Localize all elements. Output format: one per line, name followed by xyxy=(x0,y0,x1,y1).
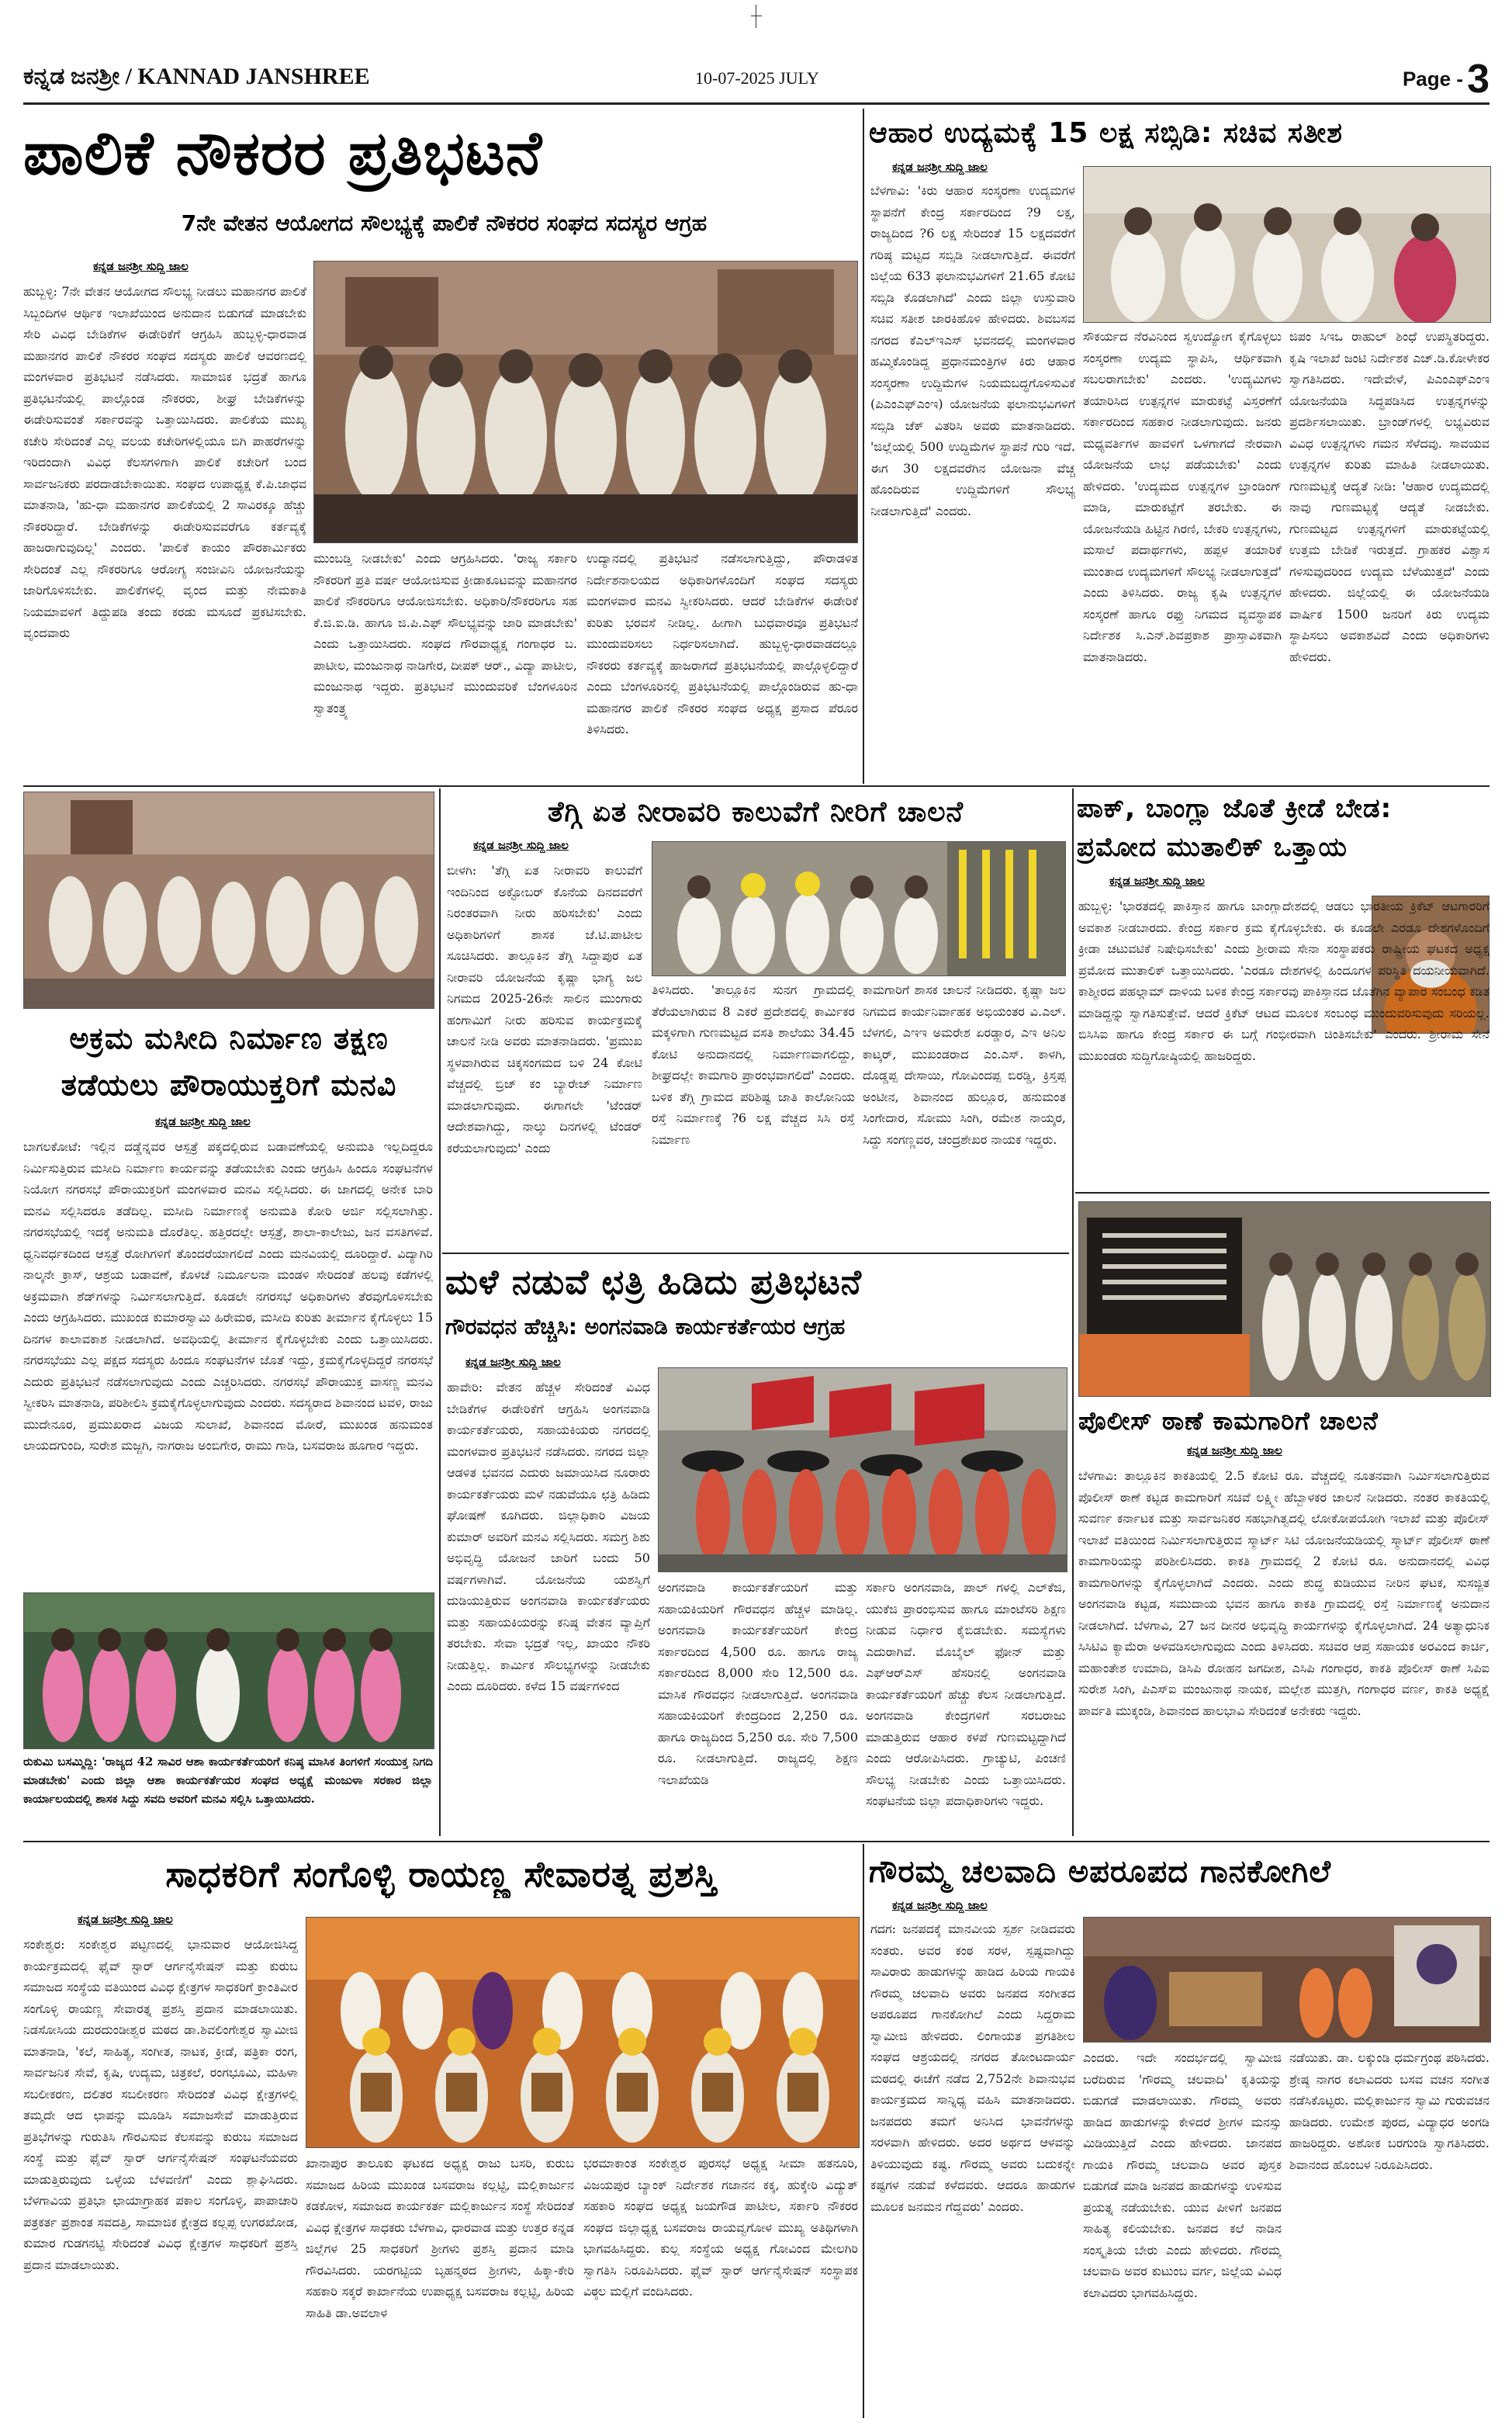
page-label: Page - xyxy=(1402,67,1463,91)
teggi-col2: ತಿಳಿಸಿದರು. 'ತಾಲ್ಲೂಕಿನ ಸುನಗ ಗ್ರಾಮದಲ್ಲಿ ತೆರೆಯಲಾಗಿರುವ 8 ಎಕರೆ ಪ್ರದೇಶದಲ್ಲಿ ಕಾರ್ಮಿಕರ ಮಕ್ಕಳಿಗಾಗಿ ಗುಣಮಟ್ಟದ ವಸತಿ ಶಾಲೆಯು 34.45 ಕೋಟಿ ಅನುದಾನದಲ್ಲಿ ನಿರ್ಮಾಣವಾಗಲಿದ್ದು, ಶೀಘ್ರದಲ್ಲೇ ಕಾಮಗಾರಿ ಪ್ರಾರಂಭವಾಗಲಿದೆ' ಎಂದರು. ಬಳಿಕ ತೆಗ್ಗಿ ಗ್ರಾಮದ ಪರಿಶಿಷ್ಟ ಜಾತಿ ಕಾಲೋನಿಯ ರಸ್ತೆ ನಿರ್ಮಾಣಕ್ಕೆ ?6 ಲಕ್ಷ ವೆಚ್ಚದ ಸಿಸಿ ರಸ್ತೆ ನಿರ್ಮಾಣ xyxy=(652,982,855,1147)
masjid-photo xyxy=(23,792,434,1009)
teggi-col1: ಬೀಳಗಿ: 'ತೆಗ್ಗಿ ಏತ ನೀರಾವರಿ ಕಾಲುವೆಗೆ ಇಂದಿನಿಂದ ಅಕ್ಟೋಬರ್ ಕೊನೆಯ ದಿನದವರೆಗೆ ನಿರಂತರವಾಗಿ ನೀರು ಹರಿಸಬೇಕು' ಎಂದು ಅಧಿಕಾರಿಗಳಿಗೆ ಶಾಸಕ ಜೆ.ಟಿ.ಪಾಟೀಲ ಸೂಚಿಸಿದರು. ತಾಲ್ಲೂಕಿನ ತೆಗ್ಗಿ ಸಿದ್ದಾಪುರ ಏತ ನೀರಾವರಿ ಯೋಜನೆಯ ಕೃಷ್ಣಾ ಭಾಗ್ಯ ಜಲ ನಿಗಮದ 2025-26ನೇ ಸಾಲಿನ ಮುಂಗಾರು ಹಂಗಾಮಿಗೆ ನೀರು ಹರಿಸುವ ಕಾರ್ಯಕ್ರಮಕ್ಕೆ ಚಾಲನೆ ನೀಡಿ ಅವರು ಮಾತನಾಡಿದರು. 'ಪ್ರಮುಖ ಸ್ಥಳವಾಗಿರುವ ಚಿಕ್ಕಸಂಗಮದ ಬಳಿ 24 ಕೋಟಿ ವೆಚ್ಚದಲ್ಲಿ ಬ್ರಿಜ್ ಕಂ ಬ್ಯಾರೇಜ್ ನಿರ್ಮಾಣ ಮಾಡಲಾಗುವುದು. ಈಗಾಗಲೇ 'ಟೆಂಡರ್ ಆದೇಶವಾಗಿದ್ದು, ನಾಲ್ಕು ದಿನಗಳಲ್ಲಿ ಟೆಂಡರ್ ಕರೆಯಲಾಗುವುದು' ಎಂದು xyxy=(447,863,642,1156)
gauramma-col3: ನಡೆಯಿತು. ಡಾ. ಲಕ್ಕುಂಡಿ ಧರ್ಮಗ್ರಂಥ ಪಠಿಸಿದರು. ಶ್ರೇಷ್ಠ ನಾಗರ ಕಲಾವಿದರು ಬಸವ ವಚನ ಸಂಗೀತ ನಡೆಸಿಕೊಟ್ಟರು. ಮಲ್ಲಿಕಾರ್ಜುನ ಸ್ವಾಮಿ ಗುರುವಚನ ಹಾಡಿದರು. ಉಮೇಶ ಪುರದ, ವಿದ್ಯಾಧರ ಅಂಗಡಿ ಹಾಜರಿದ್ದರು. ಅಶೋಕ ಬರಗುಂಡಿ ಸ್ವಾಗತಿಸಿದರು. ಶಿವಾನಂದ ಹೊಂಬಳ ನಿರೂಪಿಸಿದರು. xyxy=(1289,2050,1490,2172)
palike-col3: ಉದ್ಯಾನದಲ್ಲಿ ಪ್ರತಿಭಟನೆ ನಡೆಸಲಾಗುತ್ತಿದ್ದು, ಪೌರಾಡಳಿತ ನಿರ್ದೇಶನಾಲಯದ ಅಧಿಕಾರಿಗಳೊಂದಿಗೆ ಸಂಘದ ಸದಸ್ಯರು ಮಂಗಳವಾರ ಮನವಿ ಸ್ವೀಕರಿಸಿದರು. ಆದರೆ ಬೇಡಿಕೆಗಳ ಈಡೇರಿಕೆ ಕುರಿತು ಭರವಸೆ ನೀಡಿಲ್ಲ. ಹೀಗಾಗಿ ಬುಧವಾರವೂ ಪ್ರತಿಭಟನೆ ಮುಂದುವರಿಸಲು ನಿರ್ಧರಿಸಲಾಗಿದೆ. ಹುಬ್ಬಳ್ಳಿ-ಧಾರವಾಡದಲ್ಲೂ ನೌಕರರು ಕರ್ತವ್ಯಕ್ಕೆ ಹಾಜರಾಗದೆ ಪ್ರತಿಭಟನೆಯಲ್ಲಿ ಪಾಲ್ಗೊಳ್ಳಲಿದ್ದಾರೆ ಎಂದು ಬೆಂಗಳೂರಿನಲ್ಲಿ ಪ್ರತಿಭಟನೆಯಲ್ಲಿ ಪಾಲ್ಗೊಂಡಿರುವ ಹು-ಧಾ ಮಹಾನಗರ ಪಾಲಿಕೆ ನೌಕರರ ಸಂಘದ ಅಧ್ಯಕ್ಷ ಪ್ರಸಾದ ಪೆರೂರ ತಿಳಿಸಿದರು. xyxy=(586,551,858,736)
teggi-col3: ಕಾಮಗಾರಿಗೆ ಶಾಸಕ ಚಾಲನೆ ನೀಡಿದರು. ಕೃಷ್ಣಾ ಜಲ ನಿಗಮದ ಕಾರ್ಯನಿರ್ವಾಹಕ ಅಭಿಯಂತರ ವಿ.ಎಲ್. ಬೆಳಗಲಿ, ಎಇಇ ಅಮರೇಶ ಏರಡ್ಡಾರ, ಎಇ ಅನಿಲ ಕಾಟ್ಕರ್, ಮುಖಂಡರಾದ ಎಂ.ಎಸ್. ಕಾಳಗಿ, ದೊಡ್ಡಪ್ಪ ದೇಸಾಯಿ, ಗೋವಿಂದಪ್ಪ ಬಿರಡ್ಡಿ, ಕ್ರಿಸ್ತಪ್ಪ ಅಂಟೀನ, ಶಿವಾನಂದ ಹುಲ್ಲೂರ, ಹನುಮಂತ ಸಿಂಗೇದಾರ, ಸೋಮು ಸಿಂಗಿ, ರಮೇಶ ನಾಯ್ಕರ, ಸಿದ್ದು ಸಂಗಣ್ಣವರ, ಚಂದ್ರಶೇಖರ ನಾಯಕ ಇದ್ದರು. xyxy=(863,982,1066,1147)
gauramma-photo xyxy=(1083,1917,1491,2043)
section-rule xyxy=(1075,1192,1490,1194)
sangolli-award-photo xyxy=(306,1917,860,2148)
subsidy-col2: ಸೌಕರ್ಯದ ನೆರವಿನಿಂದ ಸ್ವಉದ್ಯೋಗ ಕೈಗೊಳ್ಳಲು ಸಂಸ್ಕರಣಾ ಉದ್ಯಮ ಸ್ಥಾಪಿಸಿ, ಆರ್ಥಿಕವಾಗಿ ಸಬಲರಾಗಬೇಕು' ಎಂದರು. 'ಉದ್ಯಮಿಗಳು ತಯಾರಿಸಿದ ಉತ್ಪನ್ನಗಳ ಮಾರುಕಟ್ಟೆ ವಿಸ್ತರಣೆಗೆ ಸರ್ಕಾರದಿಂದ ಸಹಕಾರ ನೀಡಲಾಗುವುದು. ಜನರು ಮಧ್ಯವರ್ತಿಗಳ ಹಾವಳಿಗೆ ಒಳಗಾಗದೆ ನೇರವಾಗಿ ಯೋಜನೆಯ ಲಾಭ ಪಡೆಯಬೇಕು' ಎಂದು ಹೇಳಿದರು. 'ಉದ್ಯಮದ ಉತ್ಪನ್ನಗಳ ಬ್ರಾಂಡಿಂಗ್ ಮಾಡಿ, ಮಾರುಕಟ್ಟೆಗೆ ತರಬೇಕು. ಈ ಯೋಜನೆಯಡಿ ಹಿಟ್ಟಿನ ಗಿರಣಿ, ಬೇಕರಿ ಉತ್ಪನ್ನಗಳು, ಮಸಾಲೆ ಪದಾರ್ಥಗಳು, ಹಪ್ಪಳ ತಯಾರಿಕೆ ಮುಂತಾದ ಉದ್ಯಮಗಳಿಗೆ ಸೌಲಭ್ಯ ನೀಡಲಾಗುತ್ತದೆ' ಎಂದು ತಿಳಿಸಿದರು. ರಾಜ್ಯ ಕೃಷಿ ಉತ್ಪನ್ನಗಳ ಸಂಸ್ಕರಣೆ ಹಾಗೂ ರಫ್ತು ನಿಗಮದ ವ್ಯವಸ್ಥಾಪಕ ನಿರ್ದೇಶಕ ಸಿ.ಎನ್.ಶಿವಪ್ರಕಾಶ ಪ್ರಾಸ್ತಾವಿಕವಾಗಿ ಮಾತನಾಡಿದರು. xyxy=(1083,329,1282,664)
rain-subhead: ಗೌರವಧನ ಹೆಚ್ಚಿಸಿ: ಅಂಗನವಾಡಿ ಕಾರ್ಯಕರ್ತೆಯರ ಆಗ್ರಹ xyxy=(445,1314,846,1339)
column-rule xyxy=(439,788,441,1836)
gauramma-headline: ಗೌರಮ್ಮ ಚಲವಾದಿ ಅಪರೂಪದ ಗಾನಕೋಗಿಲೆ xyxy=(869,1854,1332,1890)
rain-byline: ಕನ್ನಡ ಜನಶ್ರೀ ಸುದ್ದಿ ಜಾಲ xyxy=(465,1355,561,1369)
crop-mark xyxy=(751,5,762,28)
asha-photo-caption: ರುಕುಮಿ ಬಸಮ್ಮಿದ್ದಿ: 'ರಾಜ್ಯದ 42 ಸಾವಿರ ಆಶಾ ಕಾರ್ಯಕರ್ತೆಯರಿಗೆ ಕನಿಷ್ಠ ಮಾಸಿಕ ತಿಂಗಳಿಗೆ ಸಂಯುಕ್ತ ನಿಗದಿ ಮಾಡಬೇಕು' ಎಂದು ಜಿಲ್ಲಾ ಆಶಾ ಕಾರ್ಯಕರ್ತೆಯರ ಸಂಘದ ಅಧ್ಯಕ್ಷೆ ಮಂಜುಳಾ ಸರಕಾರ ಜಿಲ್ಲಾ ಕಾರ್ಯಾಲಯದಲ್ಲಿ ಶಾಸಕ ಸಿದ್ದು ಸವದಿ ಅವರಿಗೆ ಮನವಿ ಸಲ್ಲಿಸಿ ಒತ್ತಾಯಿಸಿದರು. xyxy=(23,1755,433,1806)
palike-protest-photo xyxy=(313,261,858,543)
rain-col1: ಹಾವೇರಿ: ವೇತನ ಹೆಚ್ಚಳ ಸೇರಿದಂತೆ ವಿವಿಧ ಬೇಡಿಕೆಗಳ ಈಡೇರಿಕೆಗೆ ಆಗ್ರಹಿಸಿ ಅಂಗನವಾಡಿ ಕಾರ್ಯಕರ್ತೆಯರು, ಸಹಾಯಕಿಯರು ನಗರದಲ್ಲಿ ಮಂಗಳವಾರ ಪ್ರತಿಭಟನೆ ನಡೆಸಿದರು. ನಗರದ ಜಿಲ್ಲಾ ಆಡಳಿತ ಭವನದ ಎದುರು ಜಮಾಯಿಸಿದ ನೂರಾರು ಕಾರ್ಯಕರ್ತೆಯರು ಮಳೆ ನಡುವೆಯೂ ಛತ್ರಿ ಹಿಡಿದು ಘೋಷಣೆ ಕೂಗಿದರು. ಜಿಲ್ಲಾಧಿಕಾರಿ ವಿಜಯ ಕುಮಾರ್ ಅವರಿಗೆ ಮನವಿ ಸಲ್ಲಿಸಿದರು. ಸಮಗ್ರ ಶಿಶು ಅಭಿವೃದ್ಧಿ ಯೋಜನೆ ಜಾರಿಗೆ ಬಂದು 50 ವರ್ಷಗಳಾಗಿವೆ. ಯೋಜನೆಯ ಯಶಸ್ವಿಗೆ ದುಡಿಯುತ್ತಿರುವ ಅಂಗನವಾಡಿ ಕಾರ್ಯಕರ್ತೆಯರು ಮತ್ತು ಸಹಾಯಕಿಯರನ್ನು ಕನಿಷ್ಠ ವೇತನ ವ್ಯಾಪ್ತಿಗೆ ತರಬೇಕು. ಸೇವಾ ಭದ್ರತೆ ಇಲ್ಲ, ಖಾಯಂ ನೌಕರಿ ನೀಡುತ್ತಿಲ್ಲ. ಕಾರ್ಮಿಕ ಸೌಲಭ್ಯಗಳನ್ನು ನೀಡಬೇಕು ಎಂದು ದೂರಿದರು. ಕಳೆದ 15 ವರ್ಷಗಳಿಂದ xyxy=(447,1380,650,1693)
mutalik-headline-2: ಪ್ರಮೋದ ಮುತಾಲಿಕ್ ಒತ್ತಾಯ xyxy=(1077,832,1348,863)
mutalik-headline-1: ಪಾಕ್, ಬಾಂಗ್ಲಾ ಜೊತೆ ಕ್ರೀಡೆ ಬೇಡ: xyxy=(1077,793,1393,824)
teggi-byline: ಕನ್ನಡ ಜನಶ್ರೀ ಸುದ್ದಿ ಜಾಲ xyxy=(473,838,569,852)
subsidy-col1: ಬೆಳಗಾವಿ: 'ಕಿರು ಆಹಾರ ಸಂಸ್ಕರಣಾ ಉದ್ಯಮಗಳ ಸ್ಥಾಪನೆಗೆ ಕೇಂದ್ರ ಸರ್ಕಾರದಿಂದ ?9 ಲಕ್ಷ, ರಾಜ್ಯದಿಂದ ?6 ಲಕ್ಷ ಸೇರಿದಂತೆ 15 ಲಕ್ಷದವರೆಗೆ ಗರಿಷ್ಠ ಮಟ್ಟದ ಸಬ್ಸಿಡಿ ನೀಡಲಾಗುತ್ತಿದೆ. ಈವರೆಗೆ ಜಿಲ್ಲೆಯ 633 ಫಲಾನುಭವಿಗಳಿಗೆ 21.65 ಕೋಟಿ ಸಬ್ಸಿಡಿ ಕೊಡಲಾಗಿದೆ' ಎಂದು ಜಿಲ್ಲಾ ಉಸ್ತುವಾರಿ ಸಚಿವ ಸತೀಶ ಜಾರಕಿಹೊಳಿ ಹೇಳಿದರು. ಶಿವಬಸವ ನಗರದ ಕೆಎಲ್ಇಎಸ್ ಭವನದಲ್ಲಿ ಮಂಗಳವಾರ ಹಮ್ಮಿಕೊಂಡಿದ್ದ ಪ್ರಧಾನಮಂತ್ರಿಗಳ ಕಿರು ಆಹಾರ ಸಂಸ್ಕರಣಾ ಉದ್ದಿಮೆಗಳ ನಿಯಮಬದ್ಧಗೊಳಿಸುವಿಕೆ (ಪಿಎಂಎಫ್‌ಎಂಇ) ಯೋಜನೆಯ ಫಲಾನುಭವಿಗಳಿಗೆ ಸಬ್ಸಿಡಿ ಚೆಕ್ ವಿತರಿಸಿ ಅವರು ಮಾತನಾಡಿದರು. 'ಜಿಲ್ಲೆಯಲ್ಲಿ 500 ಉದ್ದಿಮೆಗಳ ಸ್ಥಾಪನೆ ಗುರಿ ಇದೆ. ಈಗ 30 ಲಕ್ಷದವರೆಗಿನ ಯೋಜನಾ ವೆಚ್ಚ ಹೊಂದಿರುವ ಉದ್ದಿಮೆಗಳಿಗೆ ಸೌಲಭ್ಯ ನೀಡಲಾಗುತ್ತಿದೆ' ಎಂದರು. xyxy=(870,183,1075,518)
sangolli-col3: ಭರಮಾಕಾಂತ ಸಂಕೇಶ್ವರ ಪುರಸಭೆ ಅಧ್ಯಕ್ಷ ಸೀಮಾ ಹತನೂರಿ, ವಿಜಯಪುರ ಬ್ಯಾಂಕ್ ನಿರ್ದೇಶಕ ಗಜಾನನ ಕಕ್ಕ, ಹುಕ್ಕೇರಿ ವಿದ್ಯುತ್ ಸಹಕಾರಿ ಸಂಘದ ಅಧ್ಯಕ್ಷ ಜಯಗೌಡ ಪಾಟೀಲ, ಸರ್ಕಾರಿ ನೌಕರರ ಸಂಘದ ಜಿಲ್ಲಾಧ್ಯಕ್ಷ ಬಸವರಾಜ ರಾಯವ್ವಗೋಳ ಮುಖ್ಯ ಅತಿಥಿಗಳಾಗಿ ಭಾಗವಹಿಸಿದ್ದರು. ಕುಲ್ಲ ಸಂಸ್ಥೆಯ ಅಧ್ಯಕ್ಷ ಗೋವಿಂದ ಮೇಲಗಿರಿ ಸ್ವಾಗತಿಸಿ ನಿರೂಪಿಸಿದರು. ಫೈವ್ ಸ್ಟಾರ್ ಆರ್ಗನೈಸೇಷನ್ ಸಂಸ್ಥಾಪಕ ವಿಠ್ಠಲ ಮಲ್ಲಿಗೆ ವಂದಿಸಿದರು. xyxy=(583,2156,858,2299)
masthead xyxy=(23,57,1490,102)
sangolli-byline: ಕನ್ನಡ ಜನಶ್ರೀ ಸುದ್ದಿ ಜಾಲ xyxy=(78,1912,173,1926)
mutalik-body: ಹುಬ್ಬಳ್ಳಿ: 'ಭಾರತದಲ್ಲಿ ಪಾಕಿಸ್ತಾನ ಹಾಗೂ ಬಾಂಗ್ಲಾದೇಶದಲ್ಲಿ ಆಡಲು ಭಾರತೀಯ ಕ್ರಿಕೆಟ್ ಆಟಗಾರರಿಗೆ ಅವಕಾಶ ನೀಡಬಾರದು. ಕೇಂದ್ರ ಸರ್ಕಾರ ಕ್ರಮ ಕೈಗೊಳ್ಳಬೇಕು. ಈ ಕೂಡಲೇ ಎರಡೂ ದೇಶಗಳೊಂದಿಗೆ ಕ್ರೀಡಾ ಚಟುವಟಿಕೆ ನಿಷೇಧಿಸಬೇಕು' ಎಂದು ಶ್ರೀರಾಮ ಸೇನಾ ಸಂಸ್ಥಾಪಕರು ರಾಷ್ಟ್ರೀಯ ಘಟಕದ ಅಧ್ಯಕ್ಷ ಪ್ರಮೋದ ಮುತಾಲಿಕ್ ಒತ್ತಾಯಿಸಿದರು. 'ಎರಡೂ ದೇಶಗಳಲ್ಲಿ ಹಿಂದೂಗಳ ಪರಿಸ್ಥಿತಿ ದಯನೀಯವಾಗಿದೆ. ಕಾಶ್ಮೀರದ ಪಹಲ್ಗಾಮ್ ದಾಳಿಯ ಬಳಿಕ ಕೇಂದ್ರ ಸರ್ಕಾರವು ಪಾಕಿಸ್ತಾನದ ಜೊತೆಗಿನ ವ್ಯಾಪಾರ ಸಂಬಂಧ ಕಡಿತ ಮಾಡಿದ್ದನ್ನು ಸ್ವಾಗತಿಸುತ್ತೇವೆ. ಆದರೆ ಕ್ರಿಕೆಟ್ ಆಟದ ಮೂಲಕ ಸಂಬಂಧ ಮುಂದುವರಿಸುವುದು ಸರಿಯಲ್ಲ. ಬಿಸಿಸಿಐ ಹಾಗೂ ಕೇಂದ್ರ ಸರ್ಕಾರ ಈ ಬಗ್ಗೆ ಗಂಭೀರವಾಗಿ ಚಿಂತಿಸಬೇಕು' ಎಂದರು. ಶ್ರೀರಾಮ ಸೇನೆ ಮುಖಂಡರು ಸುದ್ದಿಗೋಷ್ಠಿಯಲ್ಲಿ ಹಾಜರಿದ್ದರು. xyxy=(1078,899,1490,1063)
column-rule xyxy=(863,109,864,784)
masjid-byline: ಕನ್ನಡ ಜನಶ್ರೀ ಸುದ್ದಿ ಜಾಲ xyxy=(155,1114,251,1128)
gauramma-col1: ಗದಗ: ಜನಪದಕ್ಕೆ ಮಾನವೀಯ ಸ್ಪರ್ಶ ನೀಡಿದವರು ಸಂತರು. ಅವರ ಕಂಠ ಸರಳ, ಸ್ಪಷ್ಟವಾಗಿದ್ದು ಸಾವಿರಾರು ಹಾಡುಗಳನ್ನು ಹಾಡಿದ ಹಿರಿಯ ಗಾಯಕಿ ಗೌರಮ್ಮ ಚಲವಾದಿ ಅವರು ಜನಪದ ಸಂಗೀತದ ಅಪರೂಪದ ಗಾನಕೋಗಿಲೆ ಎಂದು ಸಿದ್ದರಾಮ ಸ್ವಾಮೀಜಿ ಹೇಳಿದರು. ಲಿಂಗಾಯತ ಪ್ರಗತಿಶೀಲ ಸಂಘದ ಆಶ್ರಯದಲ್ಲಿ ನಗರದ ತೋಂಟದಾರ್ಯ ಮಠದಲ್ಲಿ ಈಚೆಗೆ ನಡೆದ 2,752ನೇ ಶಿವಾನುಭವ ಕಾರ್ಯಕ್ರಮದ ಸಾನ್ನಿಧ್ಯ ವಹಿಸಿ ಮಾತನಾಡಿದರು. ಜನಪದರು ತಮಗೆ ಅನಿಸಿದ ಭಾವನೆಗಳನ್ನು ಸರಳವಾಗಿ ಹೇಳಿದರು. ಅದರ ಅರ್ಥದ ಆಳವನ್ನು ತಿಳಿಯುವುದು ಕಷ್ಟ. ಗೌರಮ್ಮ ಅವರು ಬದುಕನ್ನೇ ಕಷ್ಟಗಳ ನಡುವೆ ಕಳೆದವರು. ಆದರೂ ಹಾಡುಗಳ ಮೂಲಕ ಜನಮನ ಗೆದ್ದವರು' ಎಂದರು. xyxy=(870,1921,1075,2214)
masthead-rule xyxy=(23,102,1490,105)
section-rule xyxy=(23,1841,1490,1842)
rain-col3: ಸರ್ಕಾರಿ ಅಂಗನವಾಡಿ, ಪಾಲ್ ಗಳಲ್ಲಿ ಎಲ್‌ಕೆಜಿ, ಯುಕೆಜಿ ಪ್ರಾರಂಭಿಸುವ ಹಾಗೂ ಮಾಂಟೆಸರಿ ಶಿಕ್ಷಣ ನೀಡುವ ನಿರ್ಧಾರ ಕೈಬಿಡಬೇಕು. ಸಮಸ್ಯೆಗಳು ಎದುರಾಗಿವೆ. ಮೊಬೈಲ್ ಫೋನ್ ಮತ್ತು ಎಫ್‌ಆರ್‌ಎಸ್ ಹೆಸರಿನಲ್ಲಿ ಅಂಗನವಾಡಿ ಕಾರ್ಯಕರ್ತೆಯರಿಗೆ ಹೆಚ್ಚು ಕೆಲಸ ನೀಡಲಾಗುತ್ತಿದೆ. ಅಂಗನವಾಡಿ ಕೇಂದ್ರಗಳಿಗೆ ಸರಬರಾಜು ಮಾಡುತ್ತಿರುವ ಆಹಾರ ಕಳಪೆ ಗುಣಮಟ್ಟದ್ದಾಗಿದೆ ಎಂದು ಆರೋಪಿಸಿದರು. ಗ್ರಾಚ್ಯುಟಿ, ಪಿಂಚಣಿ ಸೌಲಭ್ಯ ನೀಡಬೇಕು ಎಂದು ಒತ್ತಾಯಿಸಿದರು. ಸಂಘಟನೆಯ ಜಿಲ್ಲಾ ಪದಾಧಿಕಾರಿಗಳು ಇದ್ದರು. xyxy=(866,1580,1066,1808)
police-headline: ಪೊಲೀಸ್ ಠಾಣೆ ಕಾಮಗಾರಿಗೆ ಚಾಲನೆ xyxy=(1078,1406,1379,1436)
month-text: JULY xyxy=(779,68,819,88)
section-rule xyxy=(23,785,1490,787)
sangolli-col1: ಸಂಕೇಶ್ವರ: ಸಂಕೇಶ್ವರ ಪಟ್ಟಣದಲ್ಲಿ ಭಾನುವಾರ ಆಯೋಜಿಸಿದ್ದ ಕಾರ್ಯಕ್ರಮದಲ್ಲಿ ಫೈವ್ ಸ್ಟಾರ್ ಆರ್ಗನೈಸೇಷನ್ ಮತ್ತು ಕುರುಬ ಸಮಾಜದ ಸಂಸ್ಥೆಯ ವತಿಯಿಂದ ವಿವಿಧ ಕ್ಷೇತ್ರಗಳ ಸಾಧಕರಿಗೆ ಕ್ರಾಂತಿವೀರ ಸಂಗೊಳ್ಳಿ ರಾಯಣ್ಣ ಸೇವಾರತ್ನ ಪ್ರಶಸ್ತಿ ಪ್ರದಾನ ಮಾಡಲಾಯಿತು. ನಿಡಸೋಸಿಯ ದುರದುಂಡೀಶ್ವರ ಮಠದ ಡಾ.ಶಿವಲಿಂಗೇಶ್ವರ ಸ್ವಾಮೀಜಿ ಮಾತನಾಡಿ, 'ಕಲೆ, ಸಾಹಿತ್ಯ, ಸಂಗೀತ, ನಾಟಕ, ಕ್ರೀಡೆ, ಪತ್ರಿಕಾ ರಂಗ, ಸಾರ್ವಜನಿಕ ಸೇವೆ, ಕೃಷಿ, ಉದ್ಯಮ, ಚಿತ್ರಕಲೆ, ರಂಗಭೂಮಿ, ಮಹಿಳಾ ಸಬಲೀಕರಣ, ದಲಿತರ ಸಬಲೀಕರಣ ಸೇರಿದಂತೆ ವಿವಿಧ ಕ್ಷೇತ್ರಗಳಲ್ಲಿ ತಮ್ಮದೇ ಆದ ಛಾಪನ್ನು ಮೂಡಿಸಿ ಸಮಾಜಸೇವೆ ಮಾಡುತ್ತಿರುವ ಪ್ರತಿಭೆಗಳನ್ನು ಗುರುತಿಸಿ ಗೌರವಿಸುವ ಕೆಲಸವನ್ನು ಕುರುಬ ಸಮಾಜದ ಸಂಸ್ಥೆ ಮತ್ತು ಫೈವ್ ಸ್ಟಾರ್ ಆರ್ಗನೈಸೇಷನ್ ಸಂಘಟನೆಯವರು ಮಾಡುತ್ತಿರುವುದು ಒಳ್ಳೆಯ ಬೆಳವಣಿಗೆ' ಎಂದು ಶ್ಲಾಘಿಸಿದರು. ಬೆಳಗಾವಿಯ ಪ್ರತಿಭಾ ಛಾಯಾಗ್ರಾಹಕ ಪಕಾಲ ಸಂಗೊಳ್ಳಿ, ಪಾಪಾಚಾರಿ ಪತ್ರಕರ್ತ ಪ್ರಶಾಂತ ಸವದತ್ತಿ, ಸಾಮಾಜಿಕ ಕ್ಷೇತ್ರದ ಕಲ್ಲಪ್ಪ ಉಗರಖೋಡ, ಕುಮಾರ ಗುಡಗನಟ್ಟಿ ಸೇರಿದಂತೆ ವಿವಿಧ ಕ್ಷೇತ್ರಗಳ ಸಾಧಕರಿಗೆ ಪ್ರಶಸ್ತಿ ಪ್ರದಾನ ಮಾಡಲಾಯಿತು. xyxy=(23,1937,298,2272)
teggi-photo xyxy=(652,841,1066,976)
column-rule xyxy=(1072,788,1074,1836)
police-byline: ಕನ್ನಡ ಜನಶ್ರೀ ಸುದ್ದಿ ಜಾಲ xyxy=(1187,1443,1282,1457)
gauramma-byline: ಕನ್ನಡ ಜನಶ್ರೀ ಸುದ್ದಿ ಜಾಲ xyxy=(892,1898,988,1912)
police-body: ಬೆಳಗಾವಿ: ತಾಲ್ಲೂಕಿನ ಕಾಕತಿಯಲ್ಲಿ 2.5 ಕೋಟಿ ರೂ. ವೆಚ್ಚದಲ್ಲಿ ನೂತನವಾಗಿ ನಿರ್ಮಿಸಲಾಗುತ್ತಿರುವ ಪೊಲೀಸ್ ಠಾಣೆ ಕಟ್ಟಡ ಕಾಮಗಾರಿಗೆ ಸಚಿವೆ ಲಕ್ಷ್ಮೀ ಹೆಬ್ಬಾಳಕರ ಚಾಲನೆ ನೀಡಿದರು. ನಂತರ ಕಾಕತಿಯಲ್ಲಿ ಸುವರ್ಣ ಕರ್ನಾಟಕ ಮತ್ತು ಸಾರ್ವಜನಿಕರ ಸಹಭಾಗಿತ್ವದಲ್ಲಿ ಲೋಕೋಪಯೋಗಿ ಇಲಾಖೆ ಮತ್ತು ಪೊಲೀಸ್ ಇಲಾಖೆ ವತಿಯಿಂದ ನಿರ್ಮಿಸಲಾಗುತ್ತಿರುವ ಸ್ಮಾರ್ಟ್ ಸಿಟಿ ಯೋಜನೆಯಡಿಯಲ್ಲಿ ಸ್ಮಾರ್ಟ್ ಪೊಲೀಸ್ ಠಾಣೆ ಕಾಮಗಾರಿಯನ್ನು ಪರಿಶೀಲಿಸಿದರು. ಕಾಕತಿ ಗ್ರಾಮದಲ್ಲಿ 2 ಕೋಟಿ ರೂ. ಅನುದಾನದಲ್ಲಿ ವಿವಿಧ ಕಾಮಗಾರಿಗಳನ್ನು ಕೈಗೊಳ್ಳಲಾಗಿದೆ ಎಂದರು. ಎಂದು ಶುದ್ಧ ಕುಡಿಯುವ ನೀರಿನ ಘಟಕ, ಸುಸಜ್ಜಿತ ಅಂಗನವಾಡಿ ಕಟ್ಟಡ, ಸಮುದಾಯ ಭವನ ಹಾಗೂ ಕಾಕತಿ ಗ್ರಾಮದಲ್ಲಿ ರಸ್ತೆ ನಿರ್ಮಾಣಕ್ಕೆ ಅನುದಾನ ನೀಡಲಾಗಿದೆ. ಬೆಳಗಾವಿ, 27 ಜನ ದೀನರ ಅಭಿವೃದ್ಧಿ ಕಾರ್ಯಗಳನ್ನು ಕೈಗೊಳ್ಳಲಾಗಿದೆ. 24 ಅತ್ಯಾಧುನಿಕ ಸಿಸಿಟಿವಿ ಕ್ಯಾಮೆರಾ ಅಳವಡಿಸಲಾಗುವುದು ಎಂದು ತಿಳಿಸಿದರು. ಸಚಿವರ ಆಪ್ತ ಸಹಾಯಕ ಅರವಿಂದ ಕಾರ್ಚಿ, ಮಹಾಂತೇಶ ಉಮಾದಿ, ಡಿಸಿಪಿ ರೋಹನ ಜಗದೀಶ, ಎಸಿಪಿ ಗಂಗಾಧರ, ಕಾಕತಿ ಪೊಲೀಸ್ ಠಾಣೆ ಸಿಪಿಐ ಸುರೇಶ ಸಿಂಗಿ, ಪಿಎಸ್ಐ ಮಂಜುನಾಥ ನಾಯಕ, ಮಲ್ಲೇಶ ಮುತ್ತಗಿ, ಗಂಗಾಧರ ವರ್ಣ, ಕಾಕತಿ ಅಧ್ಯಕ್ಷೆ ಪಾರ್ವತಿ ಮುಕ್ಕಂಡಿ, ಶಿವಾನಂದ ಹಾಲಭಾವಿ ಸೇರಿದಂತೆ ಅನೇಕರು ಇದ್ದರು. xyxy=(1078,1468,1490,1718)
palike-col1: ಹುಬ್ಬಳ್ಳಿ: 7ನೇ ವೇತನ ಆಯೋಗದ ಸೌಲಭ್ಯ ನೀಡಲು ಮಹಾನಗರ ಪಾಲಿಕೆ ಸಿಬ್ಬಂದಿಗಳ ಆರ್ಥಿಕ ಇಲಾಖೆಯಿಂದ ಅನುದಾನ ಬಿಡುಗಡೆ ಮಾಡಬೇಕು ಸೇರಿ ವಿವಿಧ ಬೇಡಿಕೆಗಳ ಈಡೇರಿಕೆಗೆ ಆಗ್ರಹಿಸಿ ಹುಬ್ಬಳ್ಳಿ-ಧಾರವಾಡ ಮಹಾನಗರ ಪಾಲಿಕೆ ನೌಕರರ ಸಂಘದ ಸದಸ್ಯರು ಪಾಲಿಕೆ ಆವರಣದಲ್ಲಿ ಮಂಗಳವಾರ ಪ್ರತಿಭಟನೆ ನಡೆಸಿದರು. ಸಾಮಾಜಿಕ ಭದ್ರತೆ ಹಾಗೂ ಪ್ರತಿಭಟನೆಯಲ್ಲಿ ಪಾಲ್ಗೊಂಡ ನೌಕರರು, ಶೀಘ್ರ ಬೇಡಿಕೆಗಳನ್ನು ಈಡೇರಿಸುವಂತೆ ಸರ್ಕಾರವನ್ನು ಒತ್ತಾಯಿಸಿದರು. ಪಾಲಿಕೆಯ ಮುಖ್ಯ ಕಚೇರಿ ಸೇರಿದಂತೆ ಎಲ್ಲ ವಲಯ ಕಚೇರಿಗಳಲ್ಲಿಯೂ ಬಿಗಿ ಪಾಹರೆಗಳನ್ನು ಇರಿದಂದಾಗಿ ವಿವಿಧ ಕೆಲಸಗಳಿಗಾಗಿ ಪಾಲಿಕೆ ಕಚೇರಿಗೆ ಬಂದ ಸಾರ್ವಜನಿಕರು ಪರದಾಡಬೇಕಾಯಿತು. ಸಂಘದ ಉಪಾಧ್ಯಕ್ಷ ಕೆ.ಪಿ.ಜಾಧವ ಮಾತನಾಡಿ, 'ಹು-ಧಾ ಮಹಾನಗರ ಪಾಲಿಕೆಯಲ್ಲಿ 2 ಸಾವಿರಕ್ಕೂ ಹೆಚ್ಚು ನೌಕರರಿದ್ದಾರೆ. ಬೇಡಿಕೆಗಳನ್ನು ಈಡೇರಿಸುವವರೆಗೂ ಕರ್ತವ್ಯಕ್ಕೆ ಹಾಜರಾಗುವುದಿಲ್ಲ' ಎಂದರು. 'ಪಾಲಿಕೆ ಕಾಯಂ ಪೌರಕಾರ್ಮಿಕರು ಸೇರಿದಂತೆ ಎಲ್ಲ ನೌಕರರಿಗೂ ಆರೋಗ್ಯ ಸಂಜೀವಿನಿ ಯೋಜನೆಯನ್ನು ಜಾರಿಗೊಳಿಸಬೇಕು. ಪಾಲಿಕೆಗಳಲ್ಲಿ ವೃಂದ ಮತ್ತು ನೇಮಕಾತಿ ನಿಯಮಾವಳಿಗೆ ತಿದ್ದುಪಡಿ ತಂದು ಕರಡು ಮಸೂದೆ ಪ್ರಕಟಿಸಬೇಕು. ವೃಂದವಾರು xyxy=(23,284,306,640)
subsidy-byline: ಕನ್ನಡ ಜನಶ್ರೀ ಸುದ್ದಿ ಜಾಲ xyxy=(892,160,988,174)
subsidy-col3: ಜಿಪಂ ಸಿಇಒ ರಾಹುಲ್ ಶಿಂಧೆ ಉಪಸ್ಥಿತರಿದ್ದರು. ಕೃಷಿ ಇಲಾಖೆ ಜಂಟಿ ನಿರ್ದೇಶಕ ಎಚ್.ಡಿ.ಕೋಳೇಕರ ಸ್ವಾಗತಿಸಿದರು. ಇದೇವೇಳೆ, ಪಿಎಂಎಫ್‌ಎಂಇ ಯೋಜನೆಯಡಿ ಸಿದ್ಧಪಡಿಸಿದ ಉತ್ಪನ್ನಗಳನ್ನು ಪ್ರದರ್ಶಿಸಲಾಯಿತು. ಬ್ರಾಂಡ್‌ಗಳಲ್ಲಿ ಲಭ್ಯವಿರುವ ವಿವಿಧ ಉತ್ಪನ್ನಗಳು ಗಮನ ಸೆಳೆದವು. ಸಾವಯವ ಉತ್ಪನ್ನಗಳ ಕುರಿತು ಮಾಹಿತಿ ನೀಡಲಾಯಿತು. ಗುಣಮಟ್ಟಕ್ಕೆ ಆದ್ಯತೆ ನೀಡಿ: 'ಆಹಾರ ಉದ್ಯಮದಲ್ಲಿ ನಾವು ಗುಣಮಟ್ಟಕ್ಕೆ ಆದ್ಯತೆ ನೀಡಬೇಕು. ಗುಣಮಟ್ಟದ ಉತ್ಪನ್ನಗಳಿಗೆ ಮಾರುಕಟ್ಟೆಯಲ್ಲಿ ಉತ್ತಮ ಬೇಡಿಕೆ ಇರುತ್ತದೆ. ಗ್ರಾಹಕರ ವಿಶ್ವಾಸ ಗಳಿಸುವುದರಿಂದ ಉದ್ಯಮ ಬೆಳೆಯುತ್ತದೆ' ಎಂದು ಹೇಳಿದರು. ಜಿಲ್ಲೆಯಲ್ಲಿ ಈ ಯೋಜನೆಯಡಿ ವಾರ್ಷಿಕ 1500 ಜನರಿಗೆ ಕಿರು ಉದ್ಯಮ ಸ್ಥಾಪಿಸಲು ಅವಕಾಶವಿದೆ ಎಂದು ಅಧಿಕಾರಿಗಳು ಹೇಳಿದರು. xyxy=(1289,329,1490,664)
palike-col2: ಮುಂಬಡ್ತಿ ನೀಡಬೇಕು' ಎಂದು ಆಗ್ರಹಿಸಿದರು. 'ರಾಜ್ಯ ಸರ್ಕಾರಿ ನೌಕರರಿಗೆ ಪ್ರತಿ ವರ್ಷ ಆಯೋಜಿಸುವ ಕ್ರೀಡಾಕೂಟವನ್ನು ಮಹಾನಗರ ಪಾಲಿಕೆ ನೌಕರರಿಗೂ ಆಯೋಜಿಸಬೇಕು. ಅಧಿಕಾರಿ/ನೌಕರರಿಗೂ ಸಹ ಕೆ.ಜಿ.ಐ.ಡಿ. ಹಾಗೂ ಜಿ.ಪಿ.ಎಫ್ ಸೌಲಭ್ಯವನ್ನು ಜಾರಿ ಮಾಡಬೇಕು' ಎಂದು ಒತ್ತಾಯಿಸಿದರು. ಸಂಘದ ಗೌರವಾಧ್ಯಕ್ಷ ಗಂಗಾಧರ ಬ. ಪಾಟೀಲ, ಮಂಜುನಾಥ ನಾಡಿಗೇರ, ದೀಪಕ್ ಆರ್., ವಿದ್ಯಾ ಪಾಟೀಲ, ಮಂಜುನಾಥ ಇದ್ದರು. ಪ್ರತಿಭಟನೆ ಮುಂದುವರಿಕೆ ಬೆಂಗಳೂರಿನ ಸ್ವಾತಂತ್ರ್ಯ xyxy=(313,551,577,716)
rain-headline: ಮಳೆ ನಡುವೆ ಛತ್ರಿ ಹಿಡಿದು ಪ್ರತಿಭಟನೆ xyxy=(445,1263,862,1302)
rain-protest-photo xyxy=(658,1367,1067,1572)
palike-subhead: 7ನೇ ವೇತನ ಆಯೋಗದ ಸೌಲಭ್ಯಕ್ಕೆ ಪಾಲಿಕೆ ನೌಕರರ ಸಂಘದ ಸದಸ್ಯರ ಆಗ್ರಹ xyxy=(181,210,708,236)
masjid-body: ಬಾಗಲಕೋಟೆ: ಇಲ್ಲಿನ ದಡ್ಡೆನ್ನವರ ಆಸ್ಪತ್ರೆ ಪಕ್ಕದಲ್ಲಿರುವ ಬಡಾವಣೆಯಲ್ಲಿ ಅನುಮತಿ ಇಲ್ಲದಿದ್ದರೂ ನಿರ್ಮಿಸುತ್ತಿರುವ ಮಸೀದಿ ನಿರ್ಮಾಣ ಕಾರ್ಯವನ್ನು ತಡೆಯಬೇಕು ಎಂದು ಆಗ್ರಹಿಸಿ ಹಿಂದೂ ಸಂಘಟನೆಗಳ ನಿಯೋಗ ನಗರಸಭೆ ಪೌರಾಯುಕ್ತರಿಗೆ ಮಂಗಳವಾರ ಮನವಿ ಸಲ್ಲಿಸಿದರು. ಈ ಜಾಗದಲ್ಲಿ ಅನೇಕ ಬಾರಿ ಮನವಿ ಸಲ್ಲಿಸಿದರೂ ತಡೆದಿಲ್ಲ. ಮಸೀದಿ ನಿರ್ಮಾಣಕ್ಕೆ ಅನುಮತಿ ಕೋರಿ ಅರ್ಜಿ ಸಲ್ಲಿಸಲಾಗಿತ್ತು. ನಗರಸಭೆಯಲ್ಲಿ ಇದಕ್ಕೆ ಅನುಮತಿ ದೊರೆತಿಲ್ಲ. ಹತ್ತಿರದಲ್ಲೇ ಆಸ್ಪತ್ರೆ, ಶಾಲಾ-ಕಾಲೇಜು, ಜನ ವಸತಿಗಳಿವೆ. ಧ್ವನಿವರ್ಧಕದಿಂದ ಆಸ್ಪತ್ರೆ ರೋಗಿಗಳಿಗೆ ತೊಂದರೆಯಾಗಲಿದೆ ಎಂದು ಮನವಿಯಲ್ಲಿ ದೂರಿದ್ದಾರೆ. ವಿದ್ಯಾಗಿರಿ ನಾಲ್ಕನೇ ಕ್ರಾಸ್, ಆಶ್ರಯ ಬಡಾವಣೆ, ಕೊಳಚೆ ನಿರ್ಮೂಲನಾ ಮಂಡಳಿ ಸೇರಿದಂತೆ ಹಲವು ಕಡೆಗಳಲ್ಲಿ ಅಕ್ರಮವಾಗಿ ಶೆಡ್‌ಗಳನ್ನು ನಿರ್ಮಿಸಲಾಗುತ್ತಿದೆ. ಕೂಡಲೇ ನಗರಸಭೆ ಅಧಿಕಾರಿಗಳು ತೆರವುಗೊಳಿಸಬೇಕು ಎಂದು ಆಗ್ರಹಿಸಿದರು. ಮುಖಂಡ ಕುಮಾರಸ್ವಾಮಿ ಹಿರೇಮಠ, ಮಸೀದಿ ಕುರಿತು ತೀರ್ಮಾನ ಕೈಗೊಳ್ಳಲು 15 ದಿನಗಳ ಕಾಲಾವಕಾಶ ನೀಡಲಾಗಿದೆ. ಅವಧಿಯಲ್ಲಿ ತೀರ್ಮಾನ ಕೈಗೊಳ್ಳಬೇಕು ಎಂದು ಒತ್ತಾಯಿಸಿದರು. ನಗರಸಭೆಯು ಎಲ್ಲ ಪಕ್ಷದ ಸದಸ್ಯರು ಹಿಂದೂ ಸಂಘಟನೆಗಳ ಜೊತೆ ಇದ್ದು, ಕ್ರಮಕೈಗೊಳ್ಳದಿದ್ದರೆ ನಗರಸಭೆ ಎದುರು ಪ್ರತಿಭಟನೆ ನಡೆಸಲಾಗುವುದು ಎಂದು ಎಚ್ಚರಿಸಿದರು. ನಗರಸಭೆ ಪೌರಾಯುಕ್ತ ವಾಸಣ್ಣ ಮನವಿ ಸ್ವೀಕರಿಸಿ ಮಾತನಾಡಿ, ಪರಿಶೀಲಿಸಿ ಕ್ರಮಕೈಗೊಳ್ಳಲಾಗುವುದು ಎಂದರು. ಸದಸ್ಯರಾದ ಶಿವಾನಂದ ಟವಳಿ, ರಾಜು ಮುದೇನೂರ, ಪ್ರಮುಖರಾದ ವಿಜಯ ಸುಲಾಖೆ, ಶಿವಾನಂದ ಮೋರೆ, ಮುಖಂಡ ಹನುಮಂತ ಲಾಯದಗುಂದಿ, ಸುರೇಶ ಮಜ್ಜಗಿ, ನಾಗರಾಜ ಅಂಬಿಗೇರ, ರಾಮು ಗಾಡಿ, ಬಸವರಾಜ ಹೂಗಾರ ಇದ್ದರು. xyxy=(23,1139,433,1453)
police-photo xyxy=(1078,1201,1491,1397)
subsidy-photo xyxy=(1083,166,1491,323)
palike-headline: ಪಾಲಿಕೆ ನೌಕರರ ಪ್ರತಿಭಟನೆ xyxy=(23,119,543,189)
section-rule xyxy=(442,1253,1069,1254)
masjid-headline-1: ಅಕ್ರಮ ಮಸೀದಿ ನಿರ್ಮಾಣ ತಕ್ಷಣ xyxy=(69,1021,389,1055)
asha-workers-photo xyxy=(23,1592,434,1749)
page-indicator xyxy=(1403,56,1490,102)
issue-date xyxy=(695,68,819,88)
sangolli-col2: ಖಾನಾಪುರ ತಾಲೂಕು ಘಟಕದ ಅಧ್ಯಕ್ಷ ರಾಜು ಬಸರಿ, ಕುರುಬ ಸಮಾಜದ ಹಿರಿಯ ಮುಖಂಡ ಬಸವರಾಜ ಕಲ್ಲಟ್ಟಿ, ಮಲ್ಲಿಕಾರ್ಜುನ ಕಡಕೋಳ, ಸಮಾಜದ ಕಾರ್ಯಕರ್ತ ಮಲ್ಲಿಕಾರ್ಜುನ ಸಂಸ್ಥೆ ಸೇರಿದಂತೆ ವಿವಿಧ ಕ್ಷೇತ್ರಗಳ ಸಾಧಕರು ಬೆಳಗಾವಿ, ಧಾರವಾಡ ಮತ್ತು ಉತ್ತರ ಕನ್ನಡ ಜಿಲ್ಲೆಗಳ 25 ಸಾಧಕರಿಗೆ ಶ್ರೀಗಳು ಪ್ರಶಸ್ತಿ ಪ್ರದಾನ ಮಾಡಿ ಗೌರವಿಸಿದರು. ಯರಗಟ್ಟಿಯ ಬೃಹನ್ಮಠದ ಶ್ರೀಗಳು, ಹಿಕ್ಕಾ-ಕೇರಿ ಸಹಕಾರಿ ಸಕ್ಕರೆ ಕಾರ್ಖಾನೆಯ ಉಪಾಧ್ಯಕ್ಷ ಬಸವರಾಜ ಕಲ್ಲಟ್ಟಿ, ಹಿರಿಯ ಸಾಹಿತಿ ಡಾ.ಅವಲಾಳ xyxy=(306,2156,574,2320)
date-text: 10-07-2025 xyxy=(695,68,775,88)
paper-name: ಕನ್ನಡ ಜನಶ್ರೀ / KANNAD JANSHREE xyxy=(23,64,370,89)
subsidy-headline: ಆಹಾರ ಉದ್ಯಮಕ್ಕೆ 15 ಲಕ್ಷ ಸಬ್ಸಿಡಿ: ಸಚಿವ ಸತೀಶ xyxy=(869,117,1344,149)
masjid-headline-2: ತಡೆಯಲು ಪೌರಾಯುಕ್ತರಿಗೆ ಮನವಿ xyxy=(61,1068,397,1102)
sangolli-headline: ಸಾಧಕರಿಗೆ ಸಂಗೊಳ್ಳಿ ರಾಯಣ್ಣ ಸೇವಾರತ್ನ ಪ್ರಶಸ್ತಿ xyxy=(165,1853,718,1895)
gauramma-col2: ಎಂದರು. ಇದೇ ಸಂದರ್ಭದಲ್ಲಿ ಸ್ವಾಮೀಜಿ ಬರೆದಿರುವ 'ಗೌರಮ್ಮ ಚಲವಾದಿ' ಕೃತಿಯನ್ನು ಬಿಡುಗಡೆ ಮಾಡಲಾಯಿತು. ಗೌರಮ್ಮ ಅವರು ಹಾಡಿದ ಹಾಡುಗಳನ್ನು ಕೇಳಿದರೆ ಶ್ರೀಗಳ ಮನಸ್ಸು ಮಿಡಿಯುತ್ತಿದೆ ಎಂದು ಹೇಳಿದರು. ಜಾನಪದ ಗಾಯಕಿ ಗೌರಮ್ಮ ಚಲವಾದಿ ಅವರ ಪುಸ್ತಕ ಬಿಡುಗಡೆ ಮಾಡಿ ಜನಪದ ಹಾಡುಗಳನ್ನು ಉಳಿಸುವ ಪ್ರಯತ್ನ ನಡೆಯಬೇಕು. ಯುವ ಪೀಳಿಗೆ ಜನಪದ ಸಾಹಿತ್ಯ ಕಲಿಯಬೇಕು. ಜನಪದ ಕಲೆ ನಾಡಿನ ಸಂಸ್ಕೃತಿಯ ಬೇರು ಎಂದು ಹೇಳಿದರು. ಗೌರಮ್ಮ ಚಲವಾದಿ ಅವರ ಕುಟುಂಬ ವರ್ಗ, ಜಿಲ್ಲೆಯ ವಿವಿಧ ಕಲಾವಿದರು ಭಾಗವಹಿಸಿದ್ದರು. xyxy=(1083,2050,1282,2300)
rain-col2: ಅಂಗನವಾಡಿ ಕಾರ್ಯಕರ್ತೆಯರಿಗೆ ಮತ್ತು ಸಹಾಯಕಿಯರಿಗೆ ಗೌರವಧನ ಹೆಚ್ಚಳ ಮಾಡಿಲ್ಲ. ಅಂಗನವಾಡಿ ಕಾರ್ಯಕರ್ತೆಯರಿಗೆ ಕೇಂದ್ರ ಸರ್ಕಾರದಿಂದ 4,500 ರೂ. ಹಾಗೂ ರಾಜ್ಯ ಸರ್ಕಾರದಿಂದ 8,000 ಸೇರಿ 12,500 ರೂ. ಮಾಸಿಕ ಗೌರವಧನ ನೀಡಲಾಗುತ್ತಿದೆ. ಅಂಗನವಾಡಿ ಸಹಾಯಕಿಯರಿಗೆ ಕೇಂದ್ರದಿಂದ 2,250 ರೂ. ಹಾಗೂ ರಾಜ್ಯದಿಂದ 5,250 ರೂ. ಸೇರಿ 7,500 ರೂ. ನೀಡಲಾಗುತ್ತಿದೆ. ರಾಜ್ಯದಲ್ಲಿ ಶಿಕ್ಷಣ ಇಲಾಖೆಯಡಿ xyxy=(658,1580,858,1787)
column-rule xyxy=(863,1844,864,2418)
page-number: 3 xyxy=(1467,57,1490,102)
palike-byline: ಕನ್ನಡ ಜನಶ್ರೀ ಸುದ್ದಿ ಜಾಲ xyxy=(93,259,189,273)
teggi-headline: ತೆಗ್ಗಿ ಏತ ನೀರಾವರಿ ಕಾಲುವೆಗೆ ನೀರಿಗೆ ಚಾಲನೆ xyxy=(547,796,964,828)
mutalik-byline: ಕನ್ನಡ ಜನಶ್ರೀ ಸುದ್ದಿ ಜಾಲ xyxy=(1109,874,1205,888)
